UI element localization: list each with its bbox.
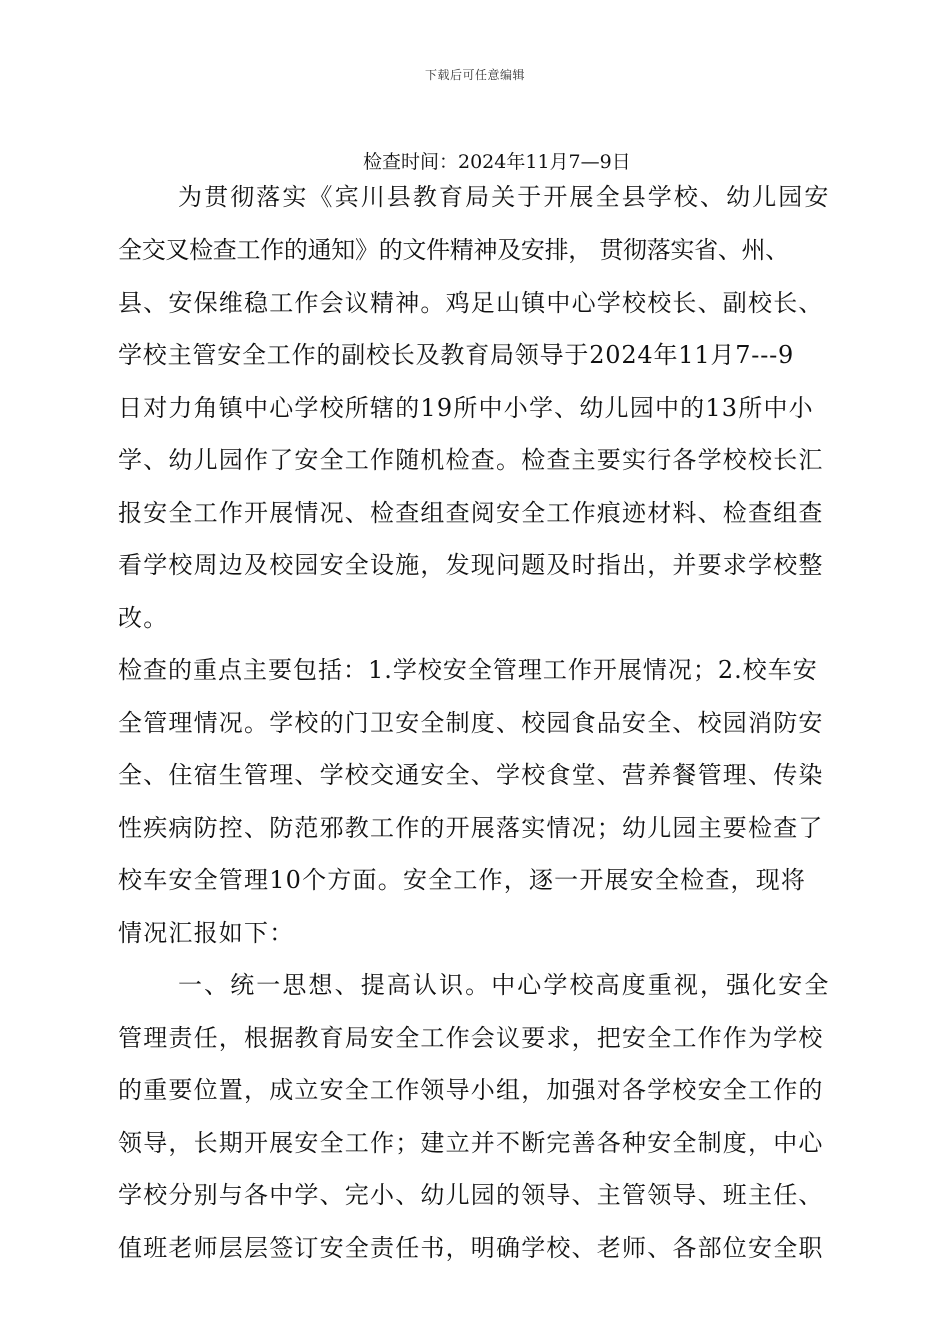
inspection-date: 检查时间：2024年11月7—9日 [363, 151, 631, 173]
body-line: 的重要位置，成立安全工作领导小组，加强对各学校安全工作的 [118, 1076, 824, 1104]
body-line: 为贯彻落实《宾川县教育局关于开展全县学校、幼儿园安 [178, 183, 831, 211]
body-line: 日对力角镇中心学校所辖的19所中小学、幼儿园中的13所中小 [118, 394, 814, 422]
body-line: 一、统一思想、提高认识。中心学校高度重视，强化安全 [178, 971, 831, 999]
body-line: 全管理情况。学校的门卫安全制度、校园食品安全、校园消防安 [118, 709, 824, 737]
body-line: 情况汇报如下： [118, 919, 295, 947]
body-line: 检查的重点主要包括：1.学校安全管理工作开展情况；2.校车安 [118, 656, 818, 684]
body-line: 全交叉检查工作的通知》的文件精神及安排， 贯彻落实省、州、 [118, 236, 789, 264]
body-line: 学校分别与各中学、完小、幼儿园的领导、主管领导、班主任、 [118, 1181, 824, 1209]
body-line: 学校主管安全工作的副校长及教育局领导于2024年11月7---9 [118, 341, 795, 369]
body-line: 报安全工作开展情况、检查组查阅安全工作痕迹材料、检查组查 [118, 499, 824, 527]
body-line: 学、幼儿园作了安全工作随机检查。检查主要实行各学校校长汇 [118, 446, 824, 474]
body-line: 改。 [118, 604, 169, 632]
body-line: 全、住宿生管理、学校交通安全、学校食堂、营养餐管理、传染 [118, 761, 824, 789]
header-note: 下载后可任意编辑 [424, 68, 525, 82]
body-line: 值班老师层层签订安全责任书，明确学校、老师、各部位安全职 [118, 1234, 824, 1262]
body-line: 看学校周边及校园安全设施，发现问题及时指出，并要求学校整 [118, 551, 824, 579]
body-line: 管理责任，根据教育局安全工作会议要求，把安全工作作为学校 [118, 1024, 824, 1052]
body-line: 性疾病防控、防范邪教工作的开展落实情况；幼儿园主要检查了 [118, 814, 824, 842]
body-line: 领导，长期开展安全工作；建立并不断完善各种安全制度，中心 [118, 1129, 824, 1157]
body-line: 县、安保维稳工作会议精神。鸡足山镇中心学校校长、副校长、 [118, 289, 824, 317]
body-line: 校车安全管理10个方面。安全工作，逐一开展安全检查，现将 [118, 866, 807, 894]
